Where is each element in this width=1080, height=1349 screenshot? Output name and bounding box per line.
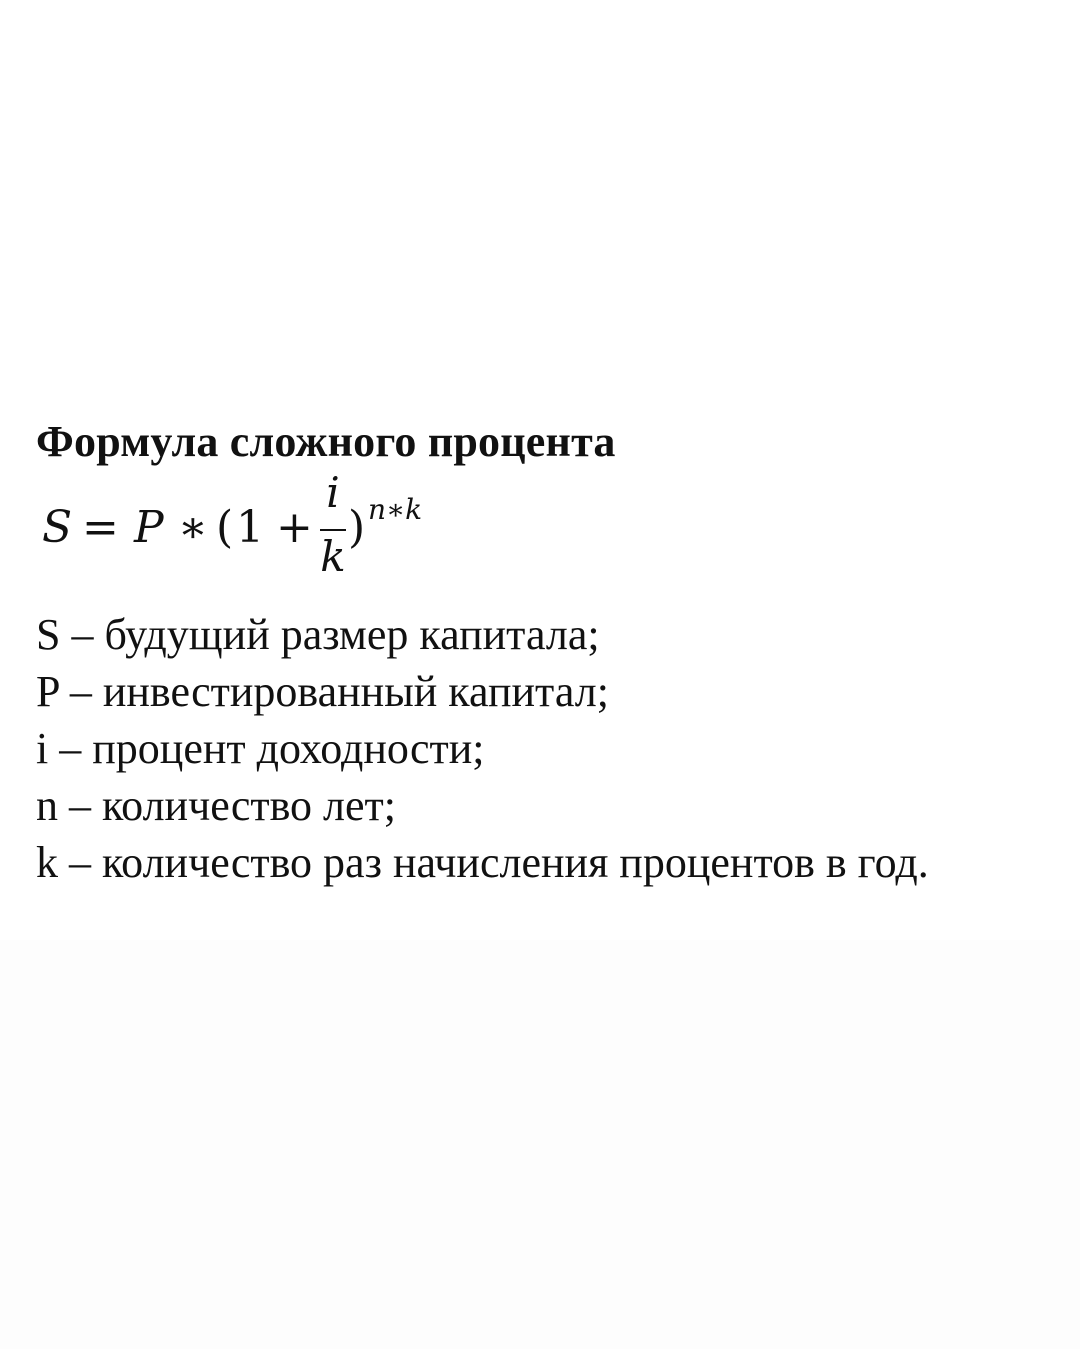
variable-definitions bbox=[36, 606, 1066, 891]
fraction-denominator: k bbox=[320, 532, 346, 581]
definition-k: k – количество раз начисления процентов в год. bbox=[36, 838, 929, 887]
formula-equals: = bbox=[82, 502, 119, 553]
fraction-bar bbox=[320, 529, 346, 531]
document-content bbox=[36, 410, 1066, 891]
formula-close-paren: ) bbox=[348, 502, 366, 553]
background-shade bbox=[0, 940, 1080, 1349]
formula-times: ∗ bbox=[178, 502, 208, 553]
formula-lhs: S bbox=[42, 502, 73, 553]
compound-interest-formula bbox=[36, 468, 1066, 596]
formula-one: 1 bbox=[236, 502, 264, 553]
formula-open-paren: ( bbox=[216, 502, 234, 553]
page-title: Формула сложного процента bbox=[36, 417, 616, 466]
definition-n: n – количество лет; bbox=[36, 781, 396, 830]
definition-s: S – будущий размер капитала; bbox=[36, 610, 600, 659]
definition-p: P – инвестированный капитал; bbox=[36, 667, 609, 716]
formula-p: P bbox=[134, 502, 164, 553]
definition-i: i – процент доходности; bbox=[36, 724, 485, 773]
formula-plus: + bbox=[276, 502, 313, 553]
fraction-numerator: i bbox=[326, 468, 340, 517]
formula-exponent: n∗k bbox=[368, 493, 423, 526]
